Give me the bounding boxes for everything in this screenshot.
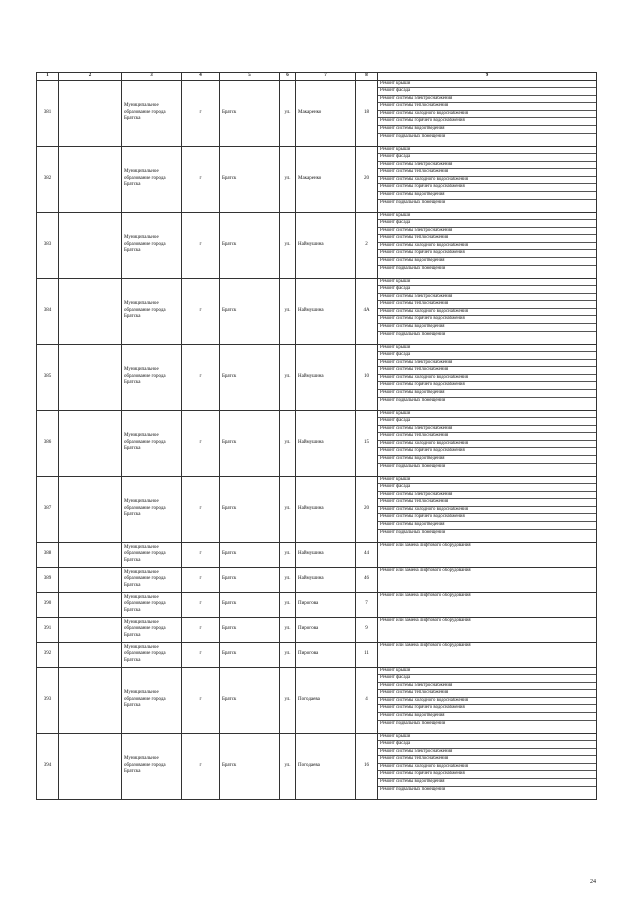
- table-row: [37, 476, 597, 542]
- work-item: Ремонт системы электроснабжения: [378, 683, 596, 691]
- city-cell: Братск: [220, 542, 280, 567]
- table-row: [37, 212, 597, 278]
- municipality-cell: Муниципальное образование города Братска: [122, 617, 182, 642]
- blank-cell: [59, 733, 122, 799]
- house-number-cell: 7: [356, 592, 378, 617]
- settlement-type-cell: г: [182, 567, 220, 592]
- street-type-cell: ул.: [280, 212, 296, 278]
- house-number-cell: 4: [356, 667, 378, 733]
- house-number-cell: 15: [356, 410, 378, 476]
- work-item: Ремонт системы холодного водоснабжения: [378, 375, 596, 383]
- work-item: Ремонт системы водоотведения: [378, 258, 596, 266]
- row-number: 390: [37, 592, 59, 617]
- work-item: Ремонт или замена лифтового оборудования: [380, 592, 471, 598]
- street-type-cell: ул.: [280, 476, 296, 542]
- row-number: 384: [37, 278, 59, 344]
- blank-cell: [59, 592, 122, 617]
- work-item: Ремонт системы теплоснабжения: [378, 301, 596, 309]
- work-item: Ремонт подвальных помещений: [380, 133, 446, 139]
- work-item: Ремонт системы теплоснабжения: [378, 690, 596, 698]
- street-type-cell: ул.: [280, 80, 296, 146]
- work-item: Ремонт крыши: [378, 668, 596, 676]
- work-item: Ремонт системы горячего водоснабжения: [378, 382, 596, 390]
- work-item: Ремонт системы водоотведения: [378, 390, 596, 398]
- work-item: Ремонт системы горячего водоснабжения: [378, 771, 596, 779]
- settlement-type-cell: г: [182, 592, 220, 617]
- municipality-cell: Муниципальное образование города Братска: [122, 542, 182, 567]
- settlement-type-cell: г: [182, 344, 220, 410]
- work-item: Ремонт системы теплоснабжения: [378, 433, 596, 441]
- house-number-cell: 46: [356, 567, 378, 592]
- work-item: Ремонт системы водоотведения: [378, 522, 596, 530]
- street-cell: Макаренко: [296, 146, 356, 212]
- header-cell-1: 1: [37, 73, 59, 81]
- table-header-row: [37, 73, 597, 81]
- row-number: 394: [37, 733, 59, 799]
- table-row: [37, 146, 597, 212]
- work-item: Ремонт подвальных помещений: [380, 265, 446, 271]
- street-cell: Макаренко: [296, 80, 356, 146]
- work-item: Ремонт системы водоотведения: [378, 324, 596, 332]
- work-item: Ремонт системы холодного водоснабжения: [378, 111, 596, 119]
- repair-register-table: [36, 72, 597, 800]
- work-item: Ремонт системы холодного водоснабжения: [378, 698, 596, 706]
- work-item: Ремонт системы холодного водоснабжения: [378, 441, 596, 449]
- table-row: [37, 542, 597, 567]
- row-number: 388: [37, 542, 59, 567]
- table-row: [37, 667, 597, 733]
- work-item: Ремонт крыши: [378, 213, 596, 221]
- street-type-cell: ул.: [280, 617, 296, 642]
- works-cell: [378, 542, 597, 567]
- work-item: Ремонт крыши: [378, 345, 596, 353]
- municipality-cell: Муниципальное образование города Братска: [122, 667, 182, 733]
- settlement-type-cell: г: [182, 476, 220, 542]
- work-item: Ремонт системы электроснабжения: [378, 426, 596, 434]
- settlement-type-cell: г: [182, 733, 220, 799]
- settlement-type-cell: г: [182, 278, 220, 344]
- work-item: Ремонт системы водоотведения: [378, 192, 596, 200]
- blank-cell: [59, 542, 122, 567]
- street-type-cell: ул.: [280, 642, 296, 667]
- work-item: Ремонт подвальных помещений: [380, 463, 446, 469]
- street-type-cell: ул.: [280, 733, 296, 799]
- street-type-cell: ул.: [280, 344, 296, 410]
- works-cell: [378, 567, 597, 592]
- works-cell: [378, 592, 597, 617]
- street-type-cell: ул.: [280, 567, 296, 592]
- work-item: Ремонт подвальных помещений: [380, 720, 446, 726]
- work-item: Ремонт системы теплоснабжения: [378, 235, 596, 243]
- work-item: Ремонт системы горячего водоснабжения: [378, 316, 596, 324]
- work-item: Ремонт системы холодного водоснабжения: [378, 764, 596, 772]
- house-number-cell: 20: [356, 476, 378, 542]
- blank-cell: [59, 146, 122, 212]
- work-item: Ремонт подвальных помещений: [380, 786, 446, 792]
- work-item: Ремонт системы холодного водоснабжения: [378, 309, 596, 317]
- work-item: Ремонт или замена лифтового оборудования: [380, 642, 471, 648]
- works-cell: [378, 344, 597, 410]
- work-item: Ремонт фасада: [378, 675, 596, 683]
- work-item: Ремонт системы электроснабжения: [378, 228, 596, 236]
- blank-cell: [59, 617, 122, 642]
- street-cell: Наймушина: [296, 410, 356, 476]
- work-item: Ремонт крыши: [378, 411, 596, 419]
- blank-cell: [59, 80, 122, 146]
- city-cell: Братск: [220, 617, 280, 642]
- street-type-cell: ул.: [280, 278, 296, 344]
- header-cell-8: 8: [356, 73, 378, 81]
- row-number: 389: [37, 567, 59, 592]
- city-cell: Братск: [220, 667, 280, 733]
- work-item: Ремонт системы горячего водоснабжения: [378, 514, 596, 522]
- works-cell: [378, 212, 597, 278]
- works-cell: [378, 278, 597, 344]
- works-cell: [378, 733, 597, 799]
- city-cell: Братск: [220, 344, 280, 410]
- row-number: 382: [37, 146, 59, 212]
- blank-cell: [59, 667, 122, 733]
- work-item: Ремонт системы теплоснабжения: [378, 169, 596, 177]
- works-cell: [378, 476, 597, 542]
- work-item: Ремонт фасада: [378, 88, 596, 96]
- city-cell: Братск: [220, 567, 280, 592]
- work-item: Ремонт или замена лифтового оборудования: [380, 567, 471, 573]
- settlement-type-cell: г: [182, 642, 220, 667]
- street-cell: Наймушина: [296, 212, 356, 278]
- work-item: Ремонт фасада: [378, 154, 596, 162]
- street-cell: Наймушина: [296, 344, 356, 410]
- work-item: Ремонт системы электроснабжения: [378, 162, 596, 170]
- street-cell: Пирогова: [296, 592, 356, 617]
- header-cell-9: 9: [378, 73, 597, 81]
- work-item: Ремонт системы электроснабжения: [378, 96, 596, 104]
- municipality-cell: Муниципальное образование города Братска: [122, 476, 182, 542]
- house-number-cell: 9: [356, 617, 378, 642]
- settlement-type-cell: г: [182, 617, 220, 642]
- row-number: 393: [37, 667, 59, 733]
- work-item: Ремонт системы теплоснабжения: [378, 367, 596, 375]
- city-cell: Братск: [220, 733, 280, 799]
- work-item: Ремонт системы электроснабжения: [378, 360, 596, 368]
- work-item: Ремонт системы электроснабжения: [378, 492, 596, 500]
- works-cell: [378, 642, 597, 667]
- municipality-cell: Муниципальное образование города Братска: [122, 410, 182, 476]
- municipality-cell: Муниципальное образование города Братска: [122, 344, 182, 410]
- work-item: Ремонт крыши: [378, 734, 596, 742]
- municipality-cell: Муниципальное образование города Братска: [122, 642, 182, 667]
- row-number: 387: [37, 476, 59, 542]
- settlement-type-cell: г: [182, 542, 220, 567]
- page-number: 24: [590, 879, 596, 885]
- works-cell: [378, 667, 597, 733]
- header-cell-2: 2: [59, 73, 122, 81]
- work-item: Ремонт или замена лифтового оборудования: [380, 617, 471, 623]
- row-number: 381: [37, 80, 59, 146]
- work-item: Ремонт подвальных помещений: [380, 529, 446, 535]
- work-item: Ремонт системы электроснабжения: [378, 749, 596, 757]
- table-body: [37, 73, 597, 800]
- house-number-cell: 2: [356, 212, 378, 278]
- municipality-cell: Муниципальное образование города Братска: [122, 567, 182, 592]
- street-type-cell: ул.: [280, 667, 296, 733]
- work-item: Ремонт системы электроснабжения: [378, 294, 596, 302]
- street-cell: Наймушина: [296, 476, 356, 542]
- blank-cell: [59, 212, 122, 278]
- work-item: Ремонт системы горячего водоснабжения: [378, 250, 596, 258]
- works-cell: [378, 80, 597, 146]
- works-cell: [378, 410, 597, 476]
- table-row: [37, 567, 597, 592]
- street-cell: Наймушина: [296, 567, 356, 592]
- work-item: Ремонт фасада: [378, 352, 596, 360]
- work-item: Ремонт подвальных помещений: [380, 397, 446, 403]
- table-row: [37, 80, 597, 146]
- document-sheet: [36, 72, 596, 800]
- work-item: Ремонт системы холодного водоснабжения: [378, 177, 596, 185]
- work-item: Ремонт системы теплоснабжения: [378, 499, 596, 507]
- street-cell: Пирогова: [296, 642, 356, 667]
- work-item: Ремонт системы холодного водоснабжения: [378, 507, 596, 515]
- work-item: Ремонт системы горячего водоснабжения: [378, 184, 596, 192]
- header-cell-4: 4: [182, 73, 220, 81]
- city-cell: Братск: [220, 476, 280, 542]
- work-item: Ремонт крыши: [378, 279, 596, 287]
- table-row: [37, 278, 597, 344]
- row-number: 385: [37, 344, 59, 410]
- city-cell: Братск: [220, 642, 280, 667]
- work-item: Ремонт системы водоотведения: [378, 456, 596, 464]
- municipality-cell: Муниципальное образование города Братска: [122, 592, 182, 617]
- house-number-cell: 10: [356, 344, 378, 410]
- work-item: Ремонт системы теплоснабжения: [378, 103, 596, 111]
- row-number: 383: [37, 212, 59, 278]
- street-cell: Наймушина: [296, 278, 356, 344]
- work-item: Ремонт системы горячего водоснабжения: [378, 705, 596, 713]
- street-cell: Наймушина: [296, 542, 356, 567]
- municipality-cell: Муниципальное образование города Братска: [122, 278, 182, 344]
- work-item: Ремонт системы горячего водоснабжения: [378, 118, 596, 126]
- work-item: Ремонт фасада: [378, 286, 596, 294]
- work-item: Ремонт системы теплоснабжения: [378, 756, 596, 764]
- street-type-cell: ул.: [280, 146, 296, 212]
- works-cell: [378, 146, 597, 212]
- work-item: Ремонт системы водоотведения: [378, 779, 596, 787]
- table-row: [37, 410, 597, 476]
- work-item: Ремонт крыши: [378, 147, 596, 155]
- work-item: Ремонт системы холодного водоснабжения: [378, 243, 596, 251]
- blank-cell: [59, 344, 122, 410]
- blank-cell: [59, 278, 122, 344]
- work-item: Ремонт крыши: [378, 81, 596, 89]
- header-cell-3: 3: [122, 73, 182, 81]
- street-type-cell: ул.: [280, 592, 296, 617]
- work-item: Ремонт системы водоотведения: [378, 126, 596, 134]
- city-cell: Братск: [220, 212, 280, 278]
- street-type-cell: ул.: [280, 542, 296, 567]
- table-row: [37, 592, 597, 617]
- city-cell: Братск: [220, 278, 280, 344]
- house-number-cell: 44: [356, 542, 378, 567]
- header-cell-7: 7: [296, 73, 356, 81]
- city-cell: Братск: [220, 592, 280, 617]
- works-cell: [378, 617, 597, 642]
- settlement-type-cell: г: [182, 667, 220, 733]
- work-item: Ремонт крыши: [378, 477, 596, 485]
- blank-cell: [59, 410, 122, 476]
- blank-cell: [59, 642, 122, 667]
- work-item: Ремонт системы водоотведения: [378, 713, 596, 721]
- table-row: [37, 617, 597, 642]
- street-cell: Пирогова: [296, 617, 356, 642]
- municipality-cell: Муниципальное образование города Братска: [122, 80, 182, 146]
- settlement-type-cell: г: [182, 146, 220, 212]
- house-number-cell: 4А: [356, 278, 378, 344]
- work-item: Ремонт подвальных помещений: [380, 199, 446, 205]
- table-row: [37, 733, 597, 799]
- house-number-cell: 20: [356, 146, 378, 212]
- municipality-cell: Муниципальное образование города Братска: [122, 146, 182, 212]
- table-row: [37, 642, 597, 667]
- work-item: Ремонт подвальных помещений: [380, 331, 446, 337]
- blank-cell: [59, 567, 122, 592]
- settlement-type-cell: г: [182, 80, 220, 146]
- table-row: [37, 344, 597, 410]
- settlement-type-cell: г: [182, 212, 220, 278]
- work-item: Ремонт фасада: [378, 741, 596, 749]
- house-number-cell: 18: [356, 80, 378, 146]
- street-cell: Погодаева: [296, 667, 356, 733]
- work-item: Ремонт или замена лифтового оборудования: [380, 542, 471, 548]
- row-number: 392: [37, 642, 59, 667]
- city-cell: Братск: [220, 146, 280, 212]
- city-cell: Братск: [220, 410, 280, 476]
- work-item: Ремонт фасада: [378, 220, 596, 228]
- municipality-cell: Муниципальное образование города Братска: [122, 212, 182, 278]
- city-cell: Братск: [220, 80, 280, 146]
- house-number-cell: 11: [356, 642, 378, 667]
- work-item: Ремонт системы горячего водоснабжения: [378, 448, 596, 456]
- settlement-type-cell: г: [182, 410, 220, 476]
- street-type-cell: ул.: [280, 410, 296, 476]
- row-number: 391: [37, 617, 59, 642]
- house-number-cell: 16: [356, 733, 378, 799]
- work-item: Ремонт фасада: [378, 484, 596, 492]
- header-cell-6: 6: [280, 73, 296, 81]
- blank-cell: [59, 476, 122, 542]
- street-cell: Погодаева: [296, 733, 356, 799]
- work-item: Ремонт фасада: [378, 418, 596, 426]
- municipality-cell: Муниципальное образование города Братска: [122, 733, 182, 799]
- header-cell-5: 5: [220, 73, 280, 81]
- row-number: 386: [37, 410, 59, 476]
